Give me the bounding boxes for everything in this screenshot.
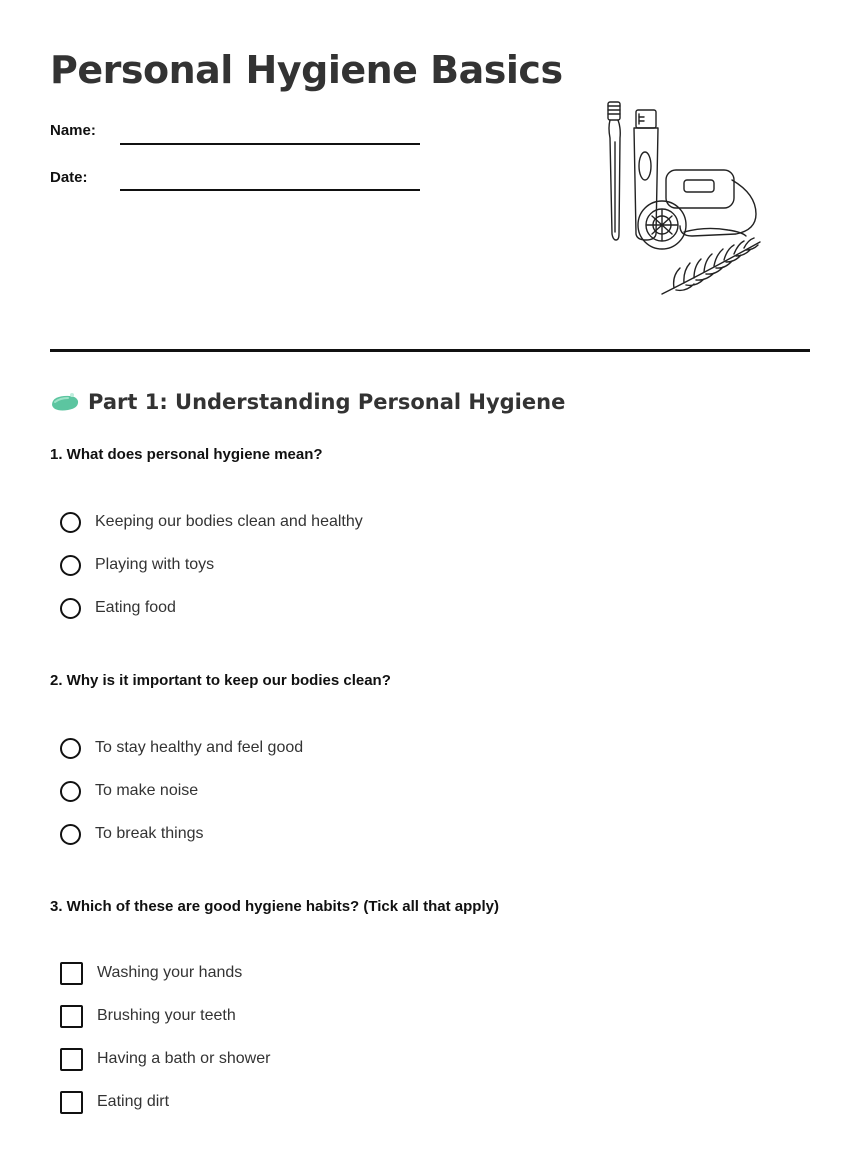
- option-label: Having a bath or shower: [97, 1050, 271, 1067]
- radio-button[interactable]: [60, 598, 81, 619]
- option-label: Keeping our bodies clean and healthy: [95, 513, 363, 530]
- name-line[interactable]: [120, 143, 420, 145]
- question-2-option-2[interactable]: [60, 778, 198, 804]
- date-label: Date:: [50, 169, 88, 186]
- question-1-prompt: 1. What does personal hygiene mean?: [50, 446, 323, 463]
- part1-title: Part 1: Understanding Personal Hygiene: [88, 390, 566, 414]
- question-1-option-3[interactable]: [60, 595, 176, 621]
- option-label: Eating dirt: [97, 1093, 170, 1110]
- option-label: Washing your hands: [97, 964, 243, 981]
- checkbox[interactable]: [60, 1048, 83, 1071]
- option-label: To break things: [95, 825, 204, 842]
- worksheet-title: Personal Hygiene Basics: [50, 48, 563, 92]
- date-line[interactable]: [120, 189, 420, 191]
- radio-button[interactable]: [60, 738, 81, 759]
- name-label: Name:: [50, 122, 96, 139]
- question-1-option-1[interactable]: [60, 509, 363, 535]
- question-3-prompt: 3. Which of these are good hygiene habits? (Tick all that apply): [50, 898, 499, 915]
- question-3-option-3[interactable]: [60, 1046, 270, 1072]
- checkbox[interactable]: [60, 962, 83, 985]
- header-divider: [50, 349, 810, 352]
- question-2-prompt: 2. Why is it important to keep our bodies clean?: [50, 672, 391, 689]
- question-1-option-2[interactable]: [60, 552, 214, 578]
- question-3-option-2[interactable]: [60, 1003, 236, 1029]
- radio-button[interactable]: [60, 555, 81, 576]
- radio-button[interactable]: [60, 781, 81, 802]
- question-3-option-1[interactable]: [60, 960, 242, 986]
- checkbox[interactable]: [60, 1091, 83, 1114]
- hygiene-items-illustration: [596, 96, 768, 300]
- radio-button[interactable]: [60, 824, 81, 845]
- part1-heading: [50, 390, 565, 414]
- checkbox[interactable]: [60, 1005, 83, 1028]
- question-2-option-3[interactable]: [60, 821, 204, 847]
- option-label: To make noise: [95, 782, 199, 799]
- option-label: To stay healthy and feel good: [95, 739, 304, 756]
- option-label: Brushing your teeth: [97, 1007, 236, 1024]
- question-2-option-1[interactable]: [60, 735, 303, 761]
- soap-icon: [50, 391, 80, 413]
- radio-button[interactable]: [60, 512, 81, 533]
- option-label: Eating food: [95, 599, 176, 616]
- option-label: Playing with toys: [95, 556, 215, 573]
- question-3-option-4[interactable]: [60, 1089, 169, 1115]
